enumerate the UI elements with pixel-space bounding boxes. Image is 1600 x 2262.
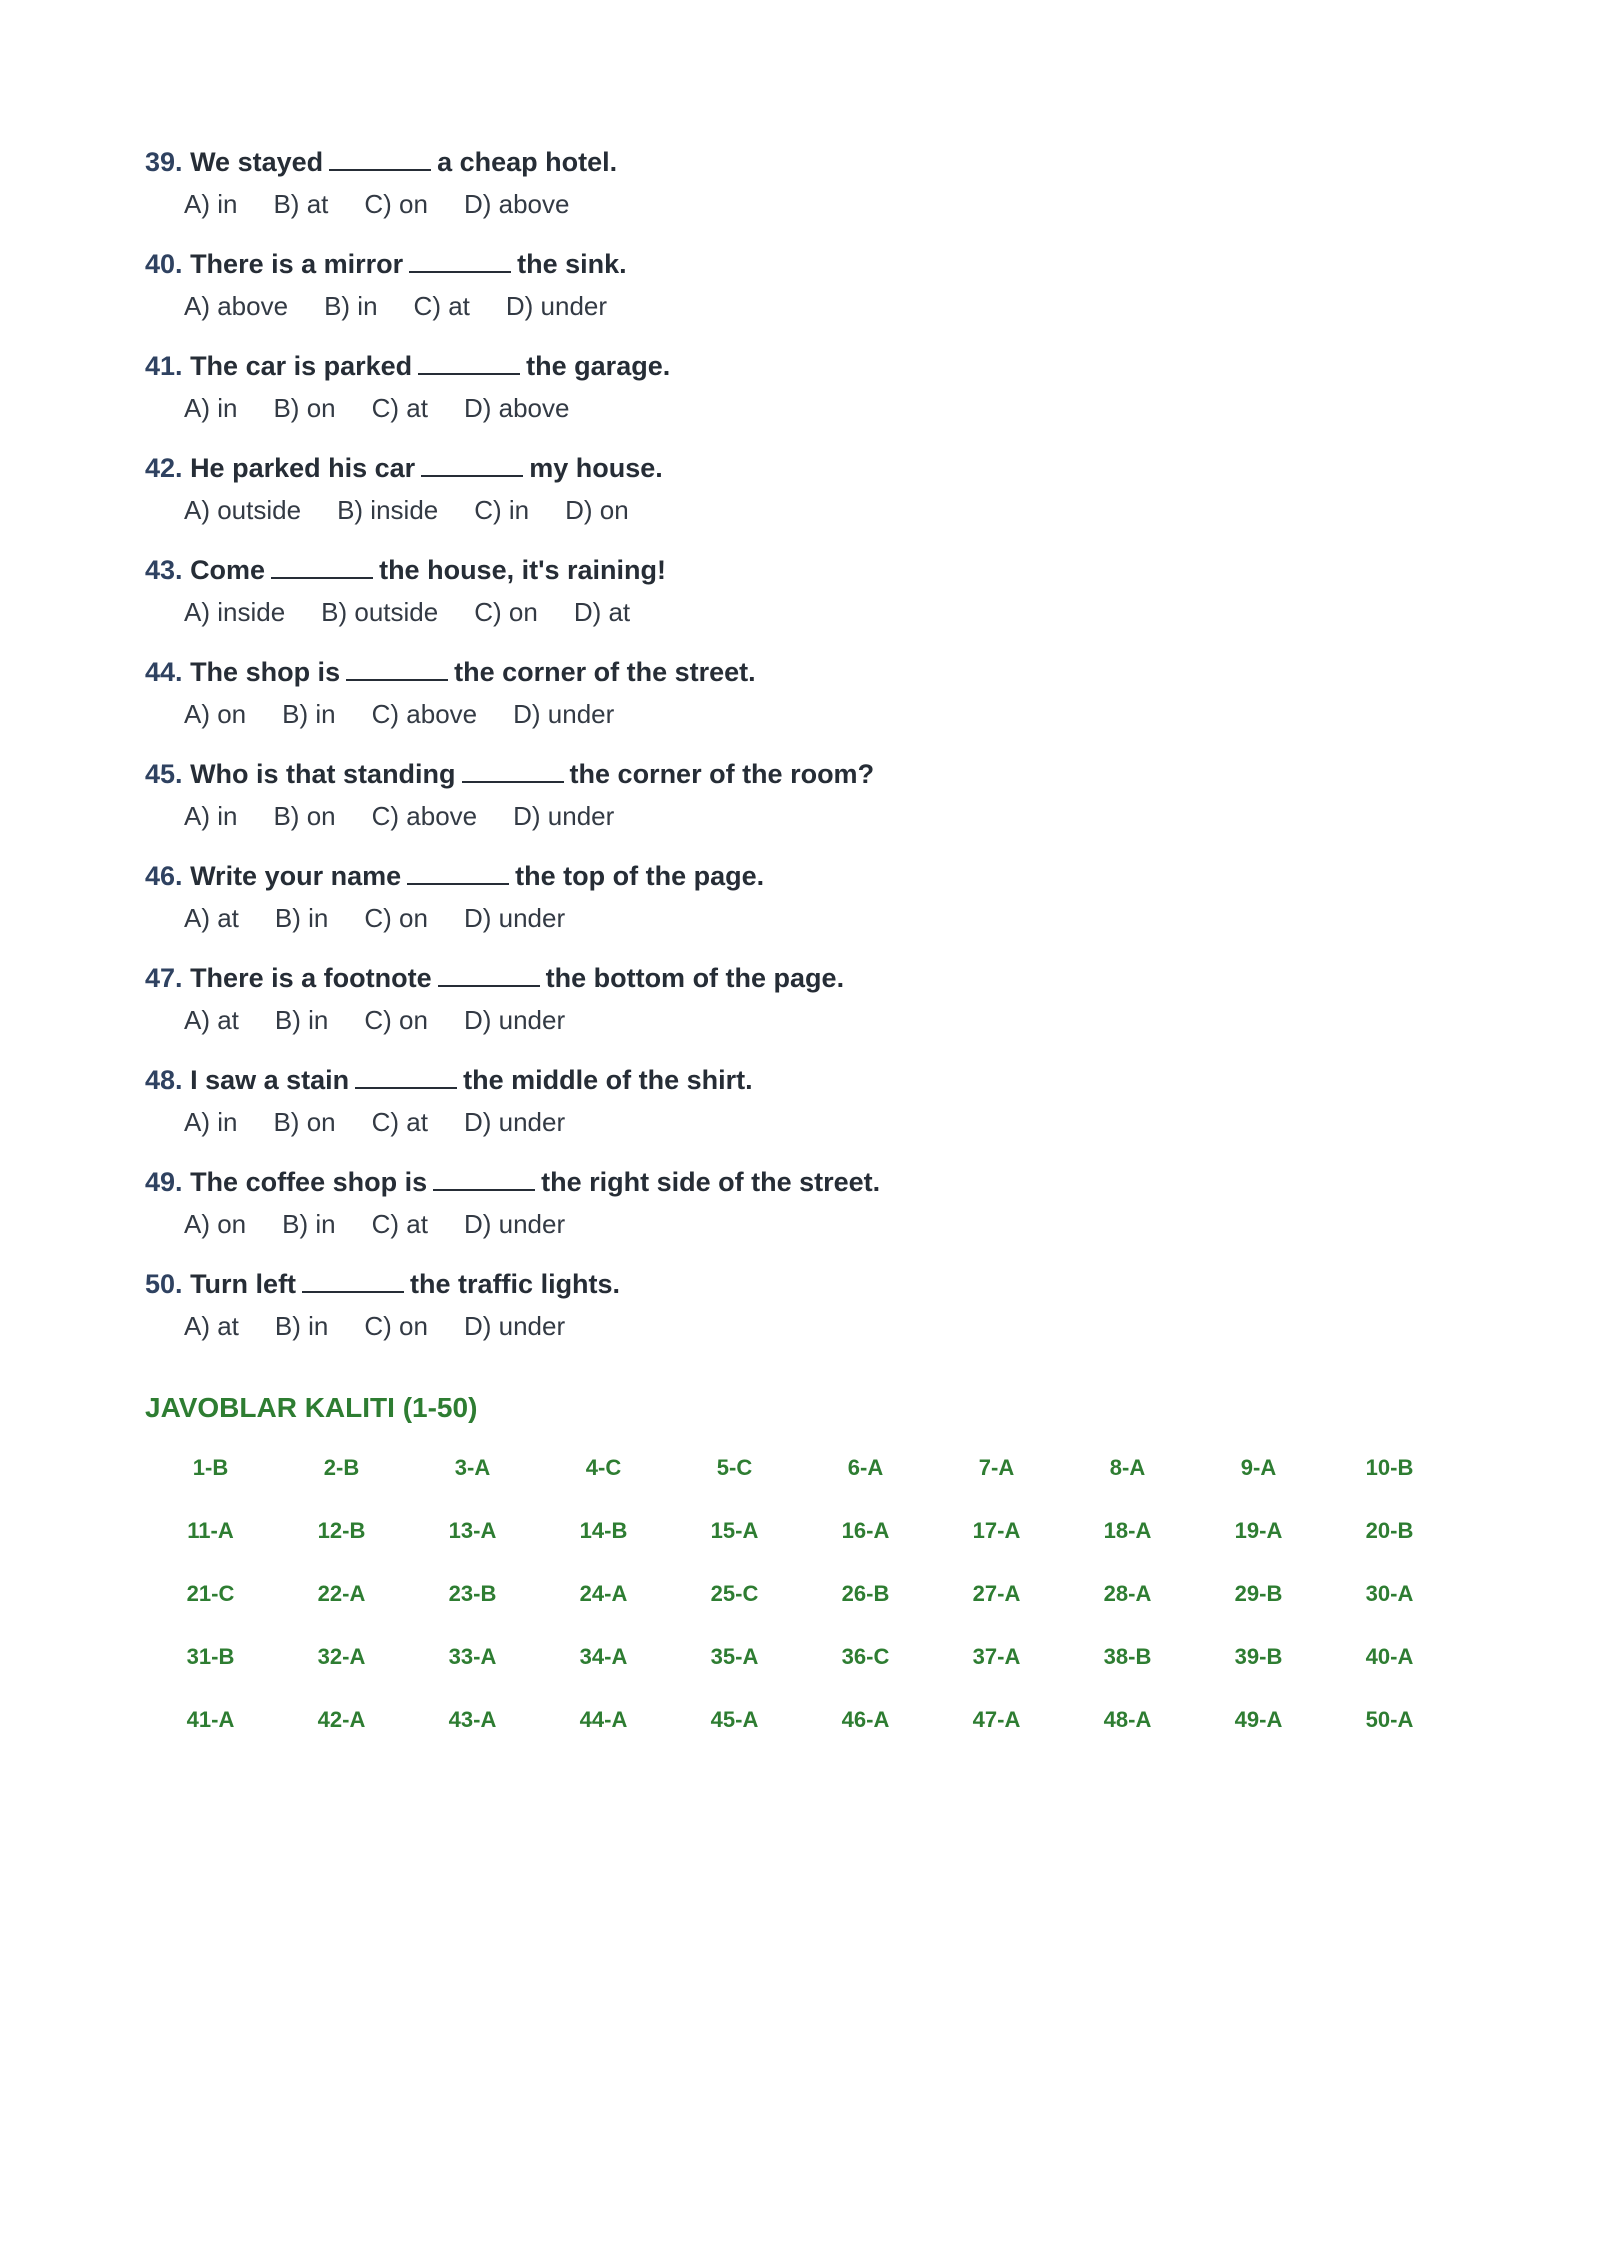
question-text-before: There is a mirror (190, 249, 404, 279)
answer-key-item: 40-A (1365, 1644, 1414, 1669)
option-item: A) on (184, 1209, 247, 1239)
option-item: C) at (371, 1209, 428, 1239)
question-text-before: Turn left (190, 1269, 297, 1299)
question-text-before: The car is parked (190, 351, 413, 381)
question-number: 48. (145, 1065, 183, 1095)
answer-key-item: 18-A (1103, 1518, 1152, 1543)
question-text (145, 956, 1445, 1000)
option-item: B) in (274, 903, 329, 933)
question-number: 39. (145, 147, 183, 177)
option-item: C) above (371, 699, 478, 729)
option-item: A) above (184, 291, 289, 321)
answer-key-item: 21-C (186, 1581, 235, 1606)
question-text (145, 1058, 1445, 1102)
option-list (145, 286, 1445, 326)
question-text-after: the right side of the street. (541, 1167, 881, 1197)
option-item: D) under (463, 1005, 566, 1035)
question-number: 49. (145, 1167, 183, 1197)
option-item: D) under (505, 291, 608, 321)
option-item: A) in (184, 393, 238, 423)
question-number: 40. (145, 249, 183, 279)
question-item (145, 752, 1445, 854)
question-text (145, 854, 1445, 898)
question-item (145, 1160, 1445, 1262)
option-item: B) in (324, 291, 378, 321)
answer-key-item: 13-A (448, 1518, 497, 1543)
question-item (145, 548, 1445, 650)
answer-key-item: 7-A (978, 1455, 1015, 1480)
answer-blank (438, 963, 540, 987)
question-text (145, 1160, 1445, 1204)
option-item: D) under (463, 903, 566, 933)
answer-key-item: 15-A (710, 1518, 759, 1543)
answer-blank (271, 555, 373, 579)
option-item: B) on (273, 393, 336, 423)
option-item: C) on (364, 1311, 428, 1341)
answer-blank (409, 249, 511, 273)
answer-key-item: 8-A (1109, 1455, 1146, 1480)
option-item: B) on (273, 1107, 336, 1137)
option-item: D) on (565, 495, 629, 525)
answer-key-item: 30-A (1365, 1581, 1414, 1606)
option-item: C) on (364, 189, 428, 219)
option-item: B) in (282, 699, 336, 729)
option-list (145, 694, 1445, 734)
question-text-after: the house, it's raining! (379, 555, 667, 585)
answer-key-item: 10-B (1365, 1455, 1414, 1480)
answer-key-item: 26-B (841, 1581, 890, 1606)
option-item: B) in (282, 1209, 336, 1239)
answer-key-item: 25-C (710, 1581, 759, 1606)
question-text (145, 242, 1445, 286)
option-list (145, 796, 1445, 836)
question-text (145, 548, 1445, 592)
question-number: 44. (145, 657, 183, 687)
option-item: A) in (184, 1107, 238, 1137)
answer-blank (346, 657, 448, 681)
answer-key-item: 6-A (847, 1455, 884, 1480)
answer-key-item: 36-C (841, 1644, 890, 1669)
answer-blank (302, 1269, 404, 1293)
option-item: A) in (184, 801, 238, 831)
answer-blank (421, 453, 523, 477)
option-item: A) in (184, 189, 238, 219)
option-list (145, 1000, 1445, 1040)
option-item: C) at (371, 393, 428, 423)
question-text-before: We stayed (190, 147, 324, 177)
question-text-after: the bottom of the page. (545, 963, 845, 993)
answer-key-item: 34-A (579, 1644, 628, 1669)
question-text (145, 752, 1445, 796)
answer-key-item: 23-B (448, 1581, 497, 1606)
answer-key-item: 27-A (972, 1581, 1021, 1606)
option-item: B) outside (321, 597, 439, 627)
question-text-after: a cheap hotel. (437, 147, 618, 177)
option-item: D) at (573, 597, 631, 627)
answer-blank (407, 861, 509, 885)
option-list (145, 388, 1445, 428)
question-text-before: I saw a stain (190, 1065, 350, 1095)
question-item (145, 242, 1445, 344)
option-item: D) under (513, 699, 615, 729)
question-text-after: the traffic lights. (410, 1269, 621, 1299)
question-item (145, 1058, 1445, 1160)
question-text-after: the sink. (517, 249, 627, 279)
answer-key-item: 20-B (1365, 1518, 1414, 1543)
option-item: A) at (184, 903, 239, 933)
answer-key-item: 1-B (192, 1455, 229, 1480)
option-item: A) on (184, 699, 247, 729)
question-text-after: the top of the page. (515, 861, 765, 891)
question-number: 42. (145, 453, 183, 483)
answer-key-item: 28-A (1103, 1581, 1152, 1606)
option-item: A) at (184, 1311, 239, 1341)
answer-key-item: 24-A (579, 1581, 628, 1606)
answer-blank (329, 147, 431, 171)
option-item: D) above (463, 393, 570, 423)
answer-key-item: 46-A (841, 1707, 890, 1732)
option-list (145, 1306, 1445, 1346)
answer-key-item: 37-A (972, 1644, 1021, 1669)
option-item: B) in (274, 1311, 329, 1341)
option-item: C) on (364, 903, 428, 933)
answer-key-item: 11-A (187, 1518, 234, 1543)
option-item: D) under (463, 1209, 566, 1239)
question-text-after: the corner of the room? (569, 759, 875, 789)
answer-key-item: 19-A (1234, 1518, 1283, 1543)
option-item: B) inside (337, 495, 439, 525)
option-item: C) above (371, 801, 478, 831)
answer-key-item: 5-C (716, 1455, 753, 1480)
option-item: B) in (274, 1005, 329, 1035)
option-item: C) on (364, 1005, 428, 1035)
question-text (145, 140, 1445, 184)
option-item: C) on (474, 597, 538, 627)
answer-key-item: 16-A (841, 1518, 890, 1543)
answer-key-item: 41-A (186, 1707, 235, 1732)
question-item (145, 344, 1445, 446)
question-text-before: The coffee shop is (190, 1167, 428, 1197)
answer-key-item: 44-A (579, 1707, 628, 1732)
answer-key-item: 47-A (972, 1707, 1021, 1732)
option-item: A) at (184, 1005, 239, 1035)
question-text-before: Who is that standing (190, 759, 456, 789)
option-item: B) on (273, 801, 336, 831)
answer-key-item: 35-A (710, 1644, 759, 1669)
question-text-after: my house. (529, 453, 663, 483)
option-list (145, 898, 1445, 938)
answer-key-item: 31-B (186, 1644, 235, 1669)
question-item (145, 650, 1445, 752)
question-number: 43. (145, 555, 183, 585)
question-item (145, 140, 1445, 242)
question-number: 47. (145, 963, 183, 993)
question-text (145, 650, 1445, 694)
question-text-after: the garage. (526, 351, 671, 381)
answer-key-item: 33-A (448, 1644, 497, 1669)
question-number: 41. (145, 351, 183, 381)
answer-blank (355, 1065, 457, 1089)
question-item (145, 854, 1445, 956)
answer-key-item: 12-B (317, 1518, 366, 1543)
option-item: C) at (371, 1107, 428, 1137)
question-text (145, 344, 1445, 388)
question-text-after: the corner of the street. (454, 657, 756, 687)
answer-key-item: 32-A (317, 1644, 366, 1669)
answer-key-item: 2-B (323, 1455, 360, 1480)
answer-key-item: 4-C (585, 1455, 622, 1480)
question-text-before: There is a footnote (190, 963, 432, 993)
option-list (145, 1102, 1445, 1142)
answer-key-item: 3-A (454, 1455, 491, 1480)
answer-key-item: 39-B (1234, 1644, 1283, 1669)
option-item: A) inside (184, 597, 286, 627)
option-item: C) in (474, 495, 530, 525)
question-text (145, 1262, 1445, 1306)
option-list (145, 1204, 1445, 1244)
answer-key-item: 17-A (972, 1518, 1021, 1543)
answer-key-item: 43-A (448, 1707, 497, 1732)
answer-key-item: 42-A (317, 1707, 366, 1732)
option-item: D) under (513, 801, 615, 831)
answer-key-grid (145, 1448, 1445, 1763)
answer-blank (418, 351, 520, 375)
question-number: 50. (145, 1269, 183, 1299)
option-item: C) at (413, 291, 470, 321)
answer-key-item: 49-A (1234, 1707, 1283, 1732)
question-item (145, 446, 1445, 548)
option-item: D) above (463, 189, 570, 219)
answer-blank (462, 759, 564, 783)
option-list (145, 592, 1445, 632)
question-item (145, 956, 1445, 1058)
answer-key-item: 48-A (1103, 1707, 1152, 1732)
question-text-before: He parked his car (190, 453, 416, 483)
question-list (145, 140, 1445, 1364)
question-text-after: the middle of the shirt. (463, 1065, 753, 1095)
answer-blank (433, 1167, 535, 1191)
question-item (145, 1262, 1445, 1364)
answer-key-item: 38-B (1103, 1644, 1152, 1669)
question-text-before: Write your name (190, 861, 402, 891)
question-text-before: The shop is (190, 657, 341, 687)
answer-key-title: JAVOBLAR KALITI (1-50) (145, 1392, 478, 1423)
question-number: 45. (145, 759, 183, 789)
question-text-before: Come (190, 555, 266, 585)
answer-key-item: 22-A (317, 1581, 366, 1606)
option-item: B) at (273, 189, 329, 219)
option-item: D) under (463, 1311, 566, 1341)
option-item: A) outside (184, 495, 302, 525)
answer-key-item: 14-B (579, 1518, 628, 1543)
option-item: D) under (463, 1107, 566, 1137)
question-text (145, 446, 1445, 490)
answer-key-item: 50-A (1365, 1707, 1414, 1732)
answer-key-item: 29-B (1234, 1581, 1283, 1606)
answer-key-item: 9-A (1240, 1455, 1277, 1480)
option-list (145, 490, 1445, 530)
answer-key-section (145, 1388, 1445, 1763)
option-list (145, 184, 1445, 224)
question-number: 46. (145, 861, 183, 891)
answer-key-item: 45-A (710, 1707, 759, 1732)
